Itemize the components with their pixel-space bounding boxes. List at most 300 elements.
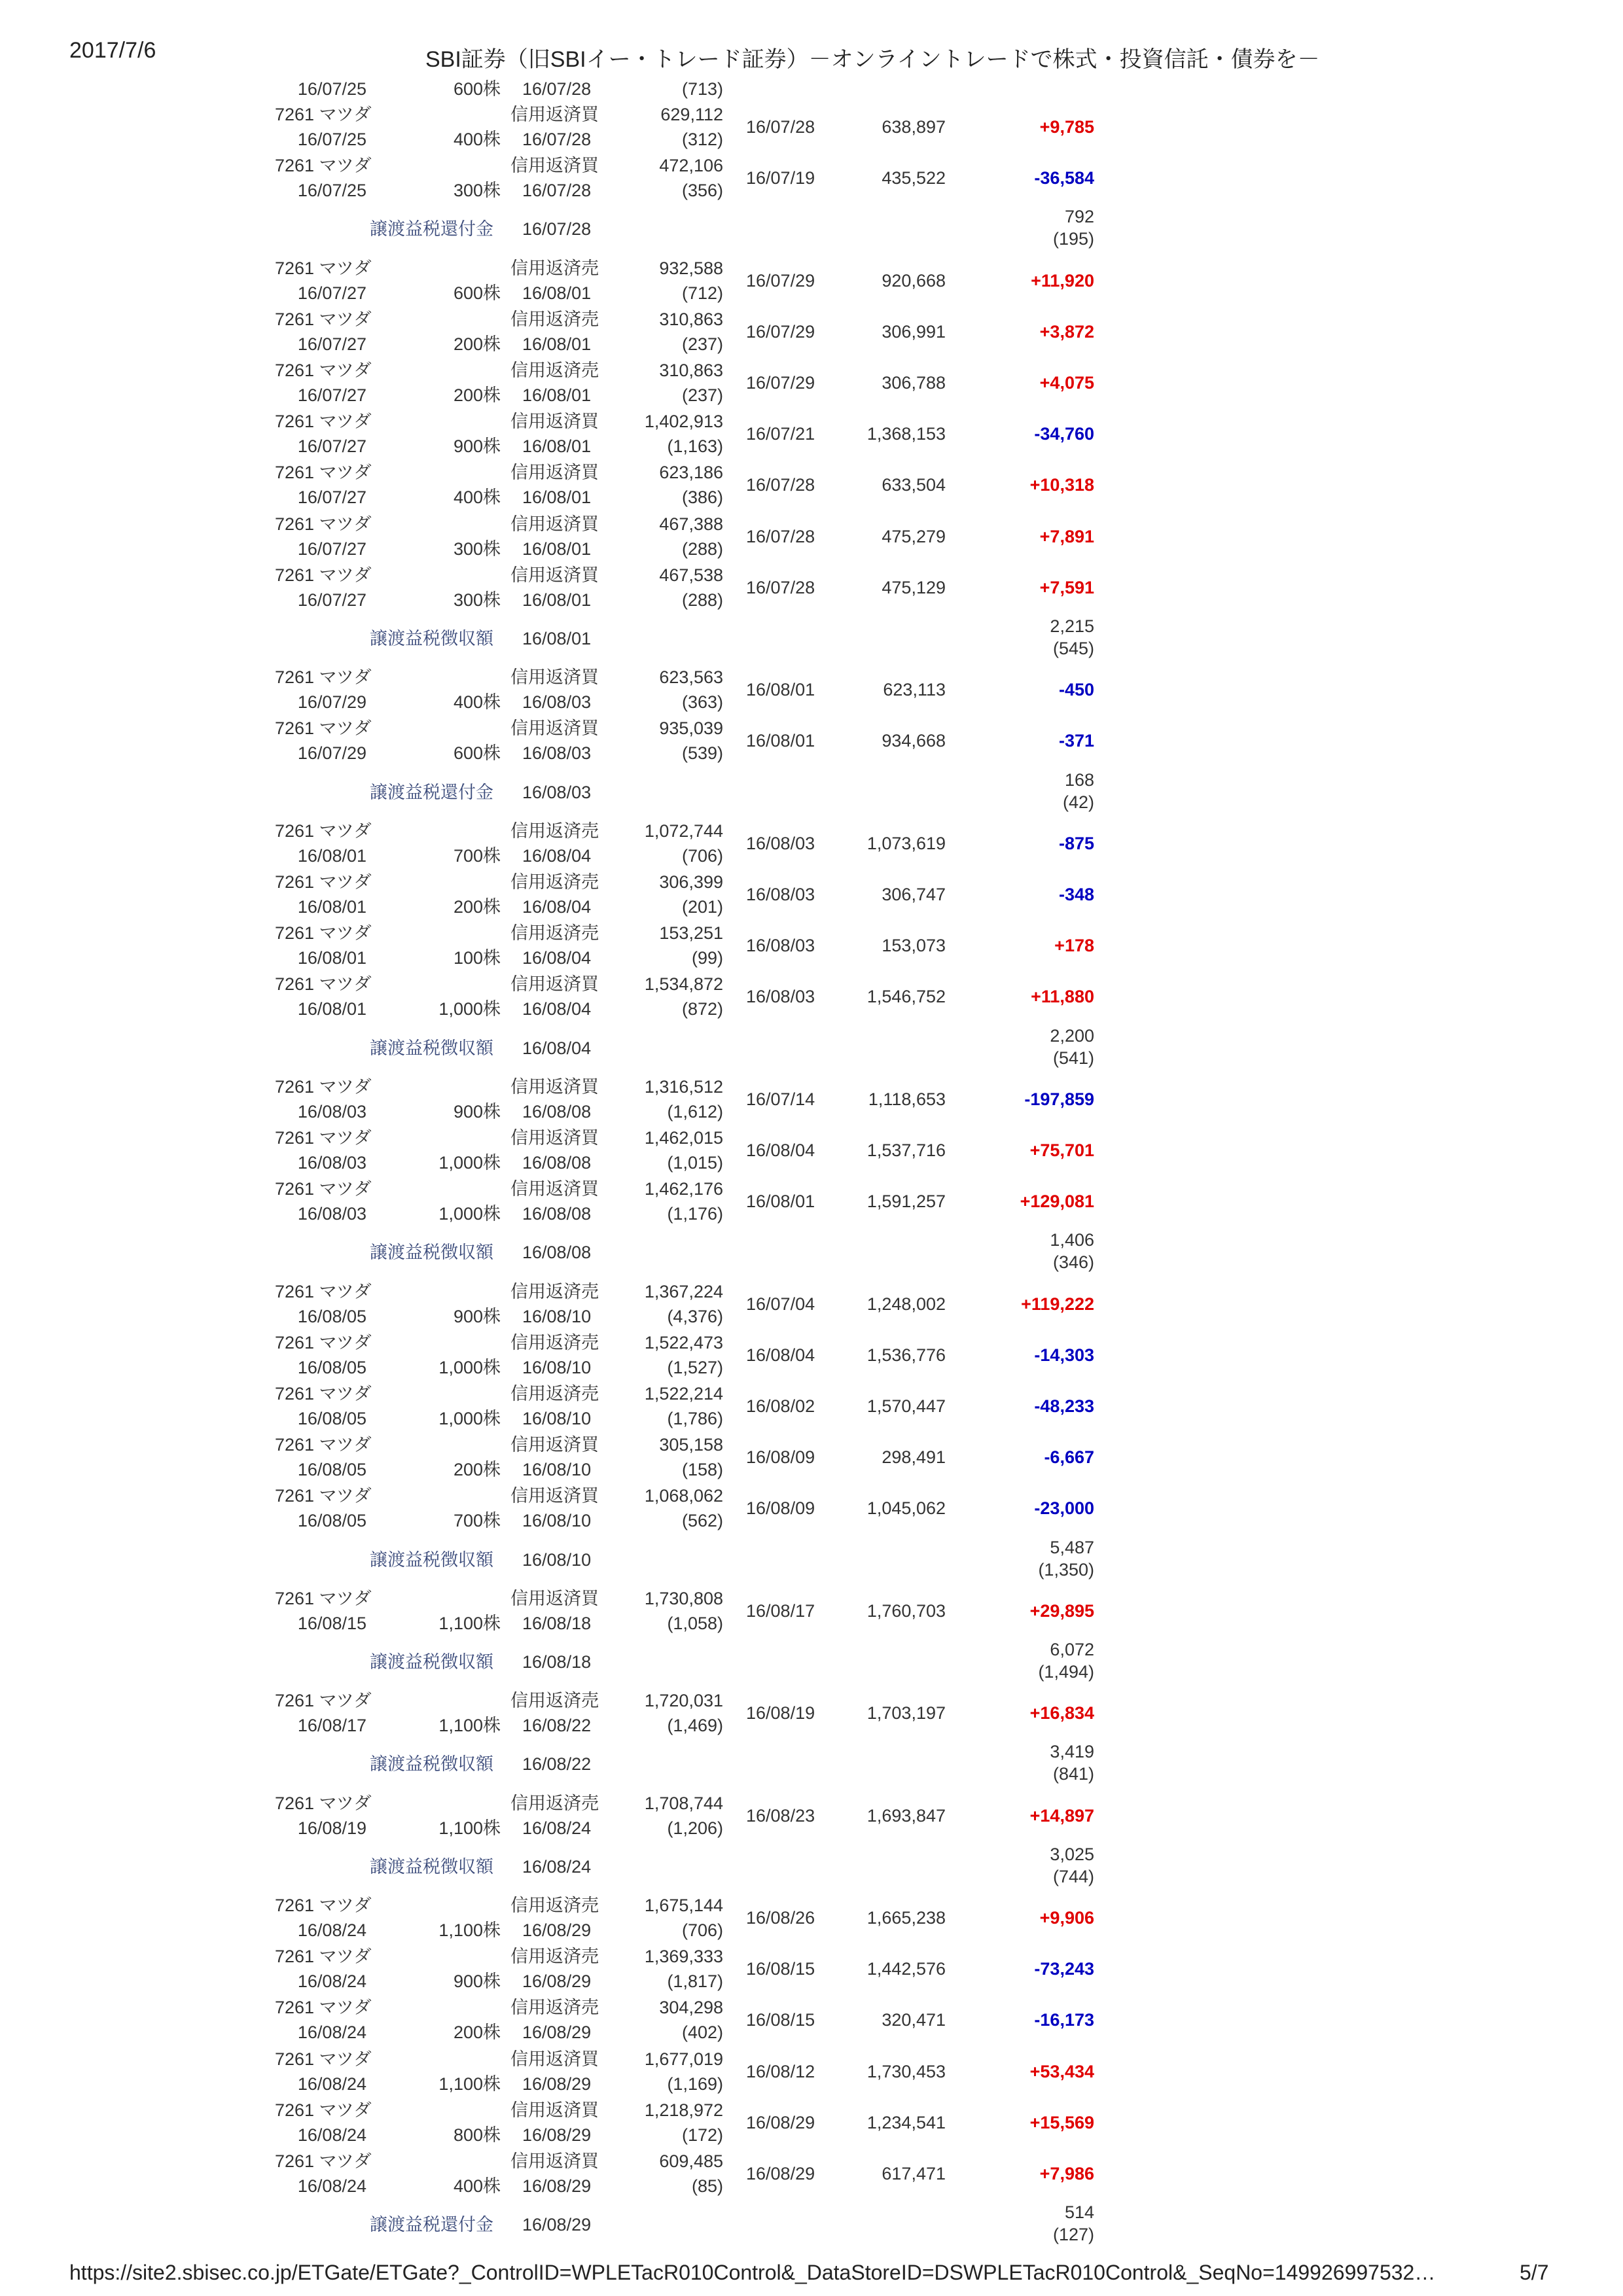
trade-quantity: 600株: [453, 743, 501, 763]
trade-fee: (201): [681, 897, 723, 917]
acquisition-cost: 934,668: [882, 731, 946, 751]
acquisition-cost: 435,522: [882, 168, 946, 188]
open-date: 16/08/29: [746, 2164, 815, 2183]
trade-type: 信用返済買: [510, 1486, 599, 1506]
tax-amount: 168: [1064, 770, 1094, 790]
tax-date: 16/08/08: [522, 1243, 592, 1262]
open-date: 16/08/03: [746, 987, 815, 1006]
trade-fee: (1,015): [667, 1153, 723, 1173]
trade-fee: (713): [681, 79, 723, 99]
profit-loss: -73,243: [1034, 1959, 1094, 1979]
open-date: 16/08/09: [746, 1447, 815, 1467]
tax-sub-amount: (346): [1052, 1252, 1094, 1272]
settlement-date: 16/08/10: [522, 1460, 592, 1479]
acquisition-cost: 1,591,257: [866, 1192, 946, 1211]
trade-date: 16/08/24: [297, 2125, 366, 2145]
trade-type: 信用返済買: [510, 514, 599, 534]
trade-quantity: 600株: [453, 79, 501, 99]
tax-date: 16/08/10: [522, 1550, 592, 1570]
profit-loss: +178: [1054, 936, 1094, 955]
tax-label: 譲渡益税徴収額: [370, 1652, 493, 1672]
open-date: 16/07/28: [746, 578, 815, 597]
trade-type: 信用返済売: [510, 309, 599, 329]
tax-sub-amount: (841): [1052, 1764, 1094, 1784]
trade-date: 16/07/29: [297, 692, 366, 712]
trade-fee: (1,527): [667, 1358, 723, 1377]
stock-name: 7261 マツダ: [275, 1589, 372, 1608]
tax-label: 譲渡益税徴収額: [370, 1857, 493, 1877]
stock-name: 7261 マツダ: [275, 923, 372, 943]
acquisition-cost: 1,693,847: [866, 1806, 946, 1826]
stock-name: 7261 マツダ: [275, 2151, 372, 2171]
trade-type: 信用返済買: [510, 2151, 599, 2171]
trade-fee: (363): [681, 692, 723, 712]
profit-loss: +119,222: [1021, 1294, 1094, 1314]
settlement-date: 16/08/08: [522, 1204, 592, 1224]
trade-amount: 310,863: [659, 309, 723, 329]
open-date: 16/07/04: [746, 1294, 815, 1314]
acquisition-cost: 617,471: [882, 2164, 946, 2183]
stock-name: 7261 マツダ: [275, 974, 372, 994]
trade-row: [0, 1485, 1623, 1536]
acquisition-cost: 920,668: [882, 271, 946, 291]
stock-name: 7261 マツダ: [275, 105, 372, 124]
trade-row: [0, 717, 1623, 768]
tax-label: 譲渡益税徴収額: [370, 1550, 493, 1570]
page-number: 5/7: [1520, 2261, 1549, 2284]
trade-fee: (1,176): [667, 1204, 723, 1224]
tax-row: [0, 1536, 1623, 1587]
trade-date: 16/08/24: [297, 2074, 366, 2094]
acquisition-cost: 320,471: [882, 2010, 946, 2030]
profit-loss: +14,897: [1029, 1806, 1094, 1826]
trade-amount: 1,068,062: [644, 1486, 723, 1506]
trade-amount: 305,158: [659, 1435, 723, 1455]
tax-amount: 3,025: [1050, 1845, 1094, 1864]
settlement-date: 16/08/08: [522, 1102, 592, 1122]
settlement-date: 16/08/29: [522, 2022, 592, 2042]
settlement-date: 16/08/29: [522, 1971, 592, 1991]
trade-row: [0, 871, 1623, 922]
trade-amount: 1,367,224: [644, 1282, 723, 1301]
trade-amount: 1,369,333: [644, 1947, 723, 1966]
trade-row: [0, 1587, 1623, 1638]
trade-type: 信用返済買: [510, 667, 599, 687]
trade-fee: (1,163): [667, 436, 723, 456]
stock-name: 7261 マツダ: [275, 258, 372, 278]
trade-amount: 467,538: [659, 565, 723, 585]
trade-date: 16/08/05: [297, 1460, 366, 1479]
trade-date: 16/07/29: [297, 743, 366, 763]
trade-quantity: 900株: [453, 1307, 501, 1326]
trade-type: 信用返済買: [510, 1077, 599, 1097]
settlement-date: 16/08/29: [522, 2125, 592, 2145]
stock-name: 7261 マツダ: [275, 1384, 372, 1404]
trade-type: 信用返済売: [510, 821, 599, 841]
tax-date: 16/08/18: [522, 1652, 592, 1672]
trade-row: [0, 154, 1623, 205]
trade-quantity: 900株: [453, 1102, 501, 1122]
trade-date: 16/08/05: [297, 1307, 366, 1326]
profit-loss: -34,760: [1034, 424, 1094, 444]
settlement-date: 16/08/01: [522, 590, 592, 610]
open-date: 16/08/04: [746, 1140, 815, 1160]
trade-amount: 932,588: [659, 258, 723, 278]
trade-type: 信用返済売: [510, 1691, 599, 1710]
stock-name: 7261 マツダ: [275, 156, 372, 175]
tax-sub-amount: (1,350): [1038, 1560, 1094, 1580]
trade-amount: 629,112: [660, 105, 723, 124]
settlement-date: 16/08/01: [522, 385, 592, 405]
trade-row: [0, 666, 1623, 717]
trade-quantity: 1,100株: [438, 1818, 501, 1838]
trade-amount: 310,863: [659, 361, 723, 380]
trade-fee: (1,469): [667, 1716, 723, 1735]
trade-fee: (539): [681, 743, 723, 763]
acquisition-cost: 475,129: [882, 578, 946, 597]
trade-date: 16/08/01: [297, 897, 366, 917]
trade-quantity: 300株: [453, 539, 501, 559]
trade-fee: (85): [691, 2176, 723, 2196]
acquisition-cost: 1,665,238: [866, 1908, 946, 1928]
trade-row: [0, 359, 1623, 410]
stock-name: 7261 マツダ: [275, 1998, 372, 2017]
tax-row: [0, 769, 1623, 820]
tax-row: [0, 1740, 1623, 1792]
acquisition-cost: 1,570,447: [866, 1396, 946, 1416]
tax-amount: 1,406: [1050, 1230, 1094, 1250]
settlement-date: 16/08/03: [522, 743, 592, 763]
trade-row: [0, 461, 1623, 512]
profit-loss: +9,785: [1039, 117, 1094, 137]
open-date: 16/07/29: [746, 373, 815, 393]
trade-amount: 1,462,015: [644, 1128, 723, 1148]
open-date: 16/08/12: [746, 2062, 815, 2081]
trade-date: 16/07/25: [297, 181, 366, 200]
tax-sub-amount: (195): [1052, 229, 1094, 249]
trade-date: 16/08/01: [297, 999, 366, 1019]
open-date: 16/08/29: [746, 2113, 815, 2132]
stock-name: 7261 マツダ: [275, 2049, 372, 2069]
trade-amount: 623,186: [659, 463, 723, 482]
tax-label: 譲渡益税徴収額: [370, 629, 493, 648]
settlement-date: 16/08/01: [522, 283, 592, 303]
page-title: SBI証券（旧SBIイー・トレード証券）－オンライントレードで株式・投資信託・債券を－: [425, 47, 1320, 72]
open-date: 16/08/19: [746, 1703, 815, 1723]
settlement-date: 16/08/10: [522, 1511, 592, 1530]
trade-type: 信用返済売: [510, 923, 599, 943]
acquisition-cost: 1,073,619: [866, 834, 946, 853]
profit-loss: +11,880: [1031, 987, 1094, 1006]
trade-amount: 1,522,473: [644, 1333, 723, 1352]
open-date: 16/08/03: [746, 834, 815, 853]
trade-fee: (872): [681, 999, 723, 1019]
trade-amount: 467,388: [659, 514, 723, 534]
acquisition-cost: 475,279: [882, 527, 946, 546]
trade-amount: 472,106: [659, 156, 723, 175]
tax-amount: 6,072: [1050, 1640, 1094, 1659]
settlement-date: 16/07/28: [522, 130, 592, 149]
profit-loss: +29,895: [1029, 1601, 1094, 1621]
stock-name: 7261 マツダ: [275, 1179, 372, 1199]
acquisition-cost: 1,730,453: [866, 2062, 946, 2081]
tax-sub-amount: (545): [1052, 639, 1094, 658]
open-date: 16/07/29: [746, 271, 815, 291]
settlement-date: 16/08/10: [522, 1307, 592, 1326]
settlement-date: 16/08/01: [522, 334, 592, 354]
profit-loss: +7,986: [1039, 2164, 1094, 2183]
trade-row: [0, 1996, 1623, 2047]
trade-date: 16/08/17: [297, 1716, 366, 1735]
trade-quantity: 300株: [453, 590, 501, 610]
settlement-date: 16/07/28: [522, 79, 592, 99]
open-date: 16/08/01: [746, 731, 815, 751]
trade-row: [0, 257, 1623, 308]
tax-amount: 2,200: [1050, 1026, 1094, 1046]
trade-type: 信用返済買: [510, 1179, 599, 1199]
tax-date: 16/08/01: [522, 629, 592, 648]
trade-fee: (1,612): [667, 1102, 723, 1122]
trade-date: 16/08/01: [297, 948, 366, 968]
stock-name: 7261 マツダ: [275, 1793, 372, 1813]
stock-name: 7261 マツダ: [275, 1691, 372, 1710]
trade-date: 16/07/27: [297, 590, 366, 610]
trade-fee: (158): [681, 1460, 723, 1479]
tax-row: [0, 1025, 1623, 1076]
trade-date: 16/08/24: [297, 1920, 366, 1940]
trade-quantity: 400株: [453, 692, 501, 712]
trade-date: 16/08/15: [297, 1614, 366, 1633]
profit-loss: -348: [1058, 885, 1094, 904]
trade-type: 信用返済売: [510, 361, 599, 380]
tax-label: 譲渡益税徴収額: [370, 1243, 493, 1262]
acquisition-cost: 306,747: [882, 885, 946, 904]
trade-type: 信用返済買: [510, 1589, 599, 1608]
trade-amount: 1,522,214: [644, 1384, 723, 1404]
trade-amount: 1,462,176: [644, 1179, 723, 1199]
trade-fee: (4,376): [667, 1307, 723, 1326]
trade-type: 信用返済買: [510, 2100, 599, 2120]
trade-row: [0, 103, 1623, 154]
open-date: 16/07/14: [746, 1089, 815, 1109]
trade-date: 16/07/27: [297, 385, 366, 405]
acquisition-cost: 1,760,703: [866, 1601, 946, 1621]
trade-row: [0, 1076, 1623, 1127]
trade-quantity: 1,000株: [438, 1409, 501, 1428]
settlement-date: 16/08/04: [522, 948, 592, 968]
acquisition-cost: 638,897: [882, 117, 946, 137]
stock-name: 7261 マツダ: [275, 1333, 372, 1352]
trade-date: 16/08/24: [297, 1971, 366, 1991]
tax-sub-amount: (42): [1062, 792, 1094, 812]
acquisition-cost: 1,442,576: [866, 1959, 946, 1979]
profit-loss: -875: [1058, 834, 1094, 853]
acquisition-cost: 1,703,197: [866, 1703, 946, 1723]
trade-date: 16/07/27: [297, 436, 366, 456]
tax-sub-amount: (744): [1052, 1867, 1094, 1886]
acquisition-cost: 1,118,653: [868, 1089, 946, 1109]
trade-type: 信用返済売: [510, 1947, 599, 1966]
trade-amount: 306,399: [659, 872, 723, 892]
trade-type: 信用返済買: [510, 412, 599, 431]
trade-amount: 623,563: [659, 667, 723, 687]
trade-row: [0, 1945, 1623, 1996]
settlement-date: 16/07/28: [522, 181, 592, 200]
trade-type: 信用返済買: [510, 718, 599, 738]
acquisition-cost: 1,368,153: [866, 424, 946, 444]
trade-type: 信用返済売: [510, 872, 599, 892]
trade-quantity: 200株: [453, 2022, 501, 2042]
trade-row: [0, 513, 1623, 564]
settlement-date: 16/08/18: [522, 1614, 592, 1633]
trade-type: 信用返済買: [510, 565, 599, 585]
acquisition-cost: 153,073: [882, 936, 946, 955]
stock-name: 7261 マツダ: [275, 1435, 372, 1455]
trade-fee: (312): [681, 130, 723, 149]
tax-row: [0, 1229, 1623, 1280]
trade-fee: (172): [681, 2125, 723, 2145]
trade-type: 信用返済買: [510, 1435, 599, 1455]
stock-name: 7261 マツダ: [275, 1128, 372, 1148]
trade-row: [0, 1178, 1623, 1229]
tax-row: [0, 615, 1623, 666]
trade-amount: 1,534,872: [644, 974, 723, 994]
trade-quantity: 1,000株: [438, 1204, 501, 1224]
trade-amount: 935,039: [659, 718, 723, 738]
open-date: 16/08/15: [746, 1959, 815, 1979]
trade-row: [0, 1127, 1623, 1178]
trade-row: [0, 1689, 1623, 1740]
stock-name: 7261 マツダ: [275, 2100, 372, 2120]
trade-fee: (1,206): [667, 1818, 723, 1838]
trade-quantity: 100株: [453, 948, 501, 968]
trade-quantity: 1,000株: [438, 1358, 501, 1377]
trade-row: [0, 2099, 1623, 2150]
tax-label: 譲渡益税徴収額: [370, 1754, 493, 1774]
trade-quantity: 200株: [453, 385, 501, 405]
trade-fee: (99): [691, 948, 723, 968]
trade-amount: 1,072,744: [644, 821, 723, 841]
settlement-date: 16/08/24: [522, 1818, 592, 1838]
profit-loss: +7,891: [1039, 527, 1094, 546]
tax-label: 譲渡益税徴収額: [370, 1038, 493, 1058]
open-date: 16/08/17: [746, 1601, 815, 1621]
tax-date: 16/08/29: [522, 2215, 592, 2234]
trade-date: 16/08/05: [297, 1409, 366, 1428]
trade-row: [0, 820, 1623, 871]
trade-type: 信用返済売: [510, 1333, 599, 1352]
tax-date: 16/07/28: [522, 219, 592, 239]
trade-type: 信用返済買: [510, 156, 599, 175]
profit-loss: +129,081: [1020, 1192, 1094, 1211]
trade-fee: (706): [681, 1920, 723, 1940]
trade-row: [0, 1792, 1623, 1843]
open-date: 16/07/29: [746, 322, 815, 342]
open-date: 16/08/01: [746, 1192, 815, 1211]
trade-amount: 1,316,512: [644, 1077, 723, 1097]
tax-date: 16/08/03: [522, 783, 592, 802]
tax-row: [0, 1638, 1623, 1689]
trade-type: 信用返済売: [510, 1793, 599, 1813]
stock-name: 7261 マツダ: [275, 872, 372, 892]
trade-amount: 1,730,808: [644, 1589, 723, 1608]
settlement-date: 16/08/03: [522, 692, 592, 712]
trade-date: 16/08/03: [297, 1204, 366, 1224]
profit-loss: -23,000: [1034, 1498, 1094, 1518]
trade-amount: 153,251: [659, 923, 723, 943]
settlement-date: 16/08/29: [522, 2176, 592, 2196]
stock-name: 7261 マツダ: [275, 1077, 372, 1097]
settlement-date: 16/08/22: [522, 1716, 592, 1735]
trade-quantity: 400株: [453, 487, 501, 507]
trade-quantity: 400株: [453, 130, 501, 149]
settlement-date: 16/08/29: [522, 2074, 592, 2094]
stock-name: 7261 マツダ: [275, 1947, 372, 1966]
profit-loss: +7,591: [1039, 578, 1094, 597]
trade-date: 16/07/27: [297, 334, 366, 354]
open-date: 16/08/03: [746, 936, 815, 955]
tax-date: 16/08/22: [522, 1754, 592, 1774]
acquisition-cost: 298,491: [882, 1447, 946, 1467]
open-date: 16/07/28: [746, 475, 815, 495]
acquisition-cost: 1,536,776: [866, 1345, 946, 1365]
profit-loss: -14,303: [1034, 1345, 1094, 1365]
profit-loss: -371: [1058, 731, 1094, 751]
trade-quantity: 200株: [453, 334, 501, 354]
tax-row: [0, 2201, 1623, 2252]
profit-loss: +75,701: [1029, 1140, 1094, 1160]
open-date: 16/07/19: [746, 168, 815, 188]
tax-amount: 3,419: [1050, 1742, 1094, 1761]
trade-row: [0, 564, 1623, 615]
trade-quantity: 1,100株: [438, 2074, 501, 2094]
profit-loss: +4,075: [1039, 373, 1094, 393]
stock-name: 7261 マツダ: [275, 1896, 372, 1915]
trade-date: 16/08/05: [297, 1511, 366, 1530]
trade-fee: (237): [681, 334, 723, 354]
print-date: 2017/7/6: [69, 38, 156, 63]
trade-quantity: 1,000株: [438, 999, 501, 1019]
profit-loss: -36,584: [1034, 168, 1094, 188]
trade-amount: 609,485: [659, 2151, 723, 2171]
trade-amount: 1,708,744: [644, 1793, 723, 1813]
acquisition-cost: 1,546,752: [866, 987, 946, 1006]
trade-date: 16/08/03: [297, 1153, 366, 1173]
stock-name: 7261 マツダ: [275, 463, 372, 482]
trade-fee: (356): [681, 181, 723, 200]
trade-type: 信用返済買: [510, 1128, 599, 1148]
tax-label: 譲渡益税還付金: [370, 783, 493, 802]
trade-quantity: 1,100株: [438, 1920, 501, 1940]
trade-row: [0, 1894, 1623, 1945]
open-date: 16/08/03: [746, 885, 815, 904]
trade-quantity: 800株: [453, 2125, 501, 2145]
trade-fee: (1,817): [667, 1971, 723, 1991]
trade-fee: (1,786): [667, 1409, 723, 1428]
open-date: 16/08/23: [746, 1806, 815, 1826]
profit-loss: +53,434: [1029, 2062, 1094, 2081]
trade-fee: (288): [681, 590, 723, 610]
trade-date: 16/07/25: [297, 130, 366, 149]
trade-quantity: 1,000株: [438, 1153, 501, 1173]
trade-quantity: 700株: [453, 846, 501, 866]
trade-row: [0, 1434, 1623, 1485]
profit-loss: +9,906: [1039, 1908, 1094, 1928]
profit-loss: +15,569: [1029, 2113, 1094, 2132]
profit-loss: -6,667: [1044, 1447, 1094, 1467]
trade-quantity: 700株: [453, 1511, 501, 1530]
trade-date: 16/07/27: [297, 487, 366, 507]
